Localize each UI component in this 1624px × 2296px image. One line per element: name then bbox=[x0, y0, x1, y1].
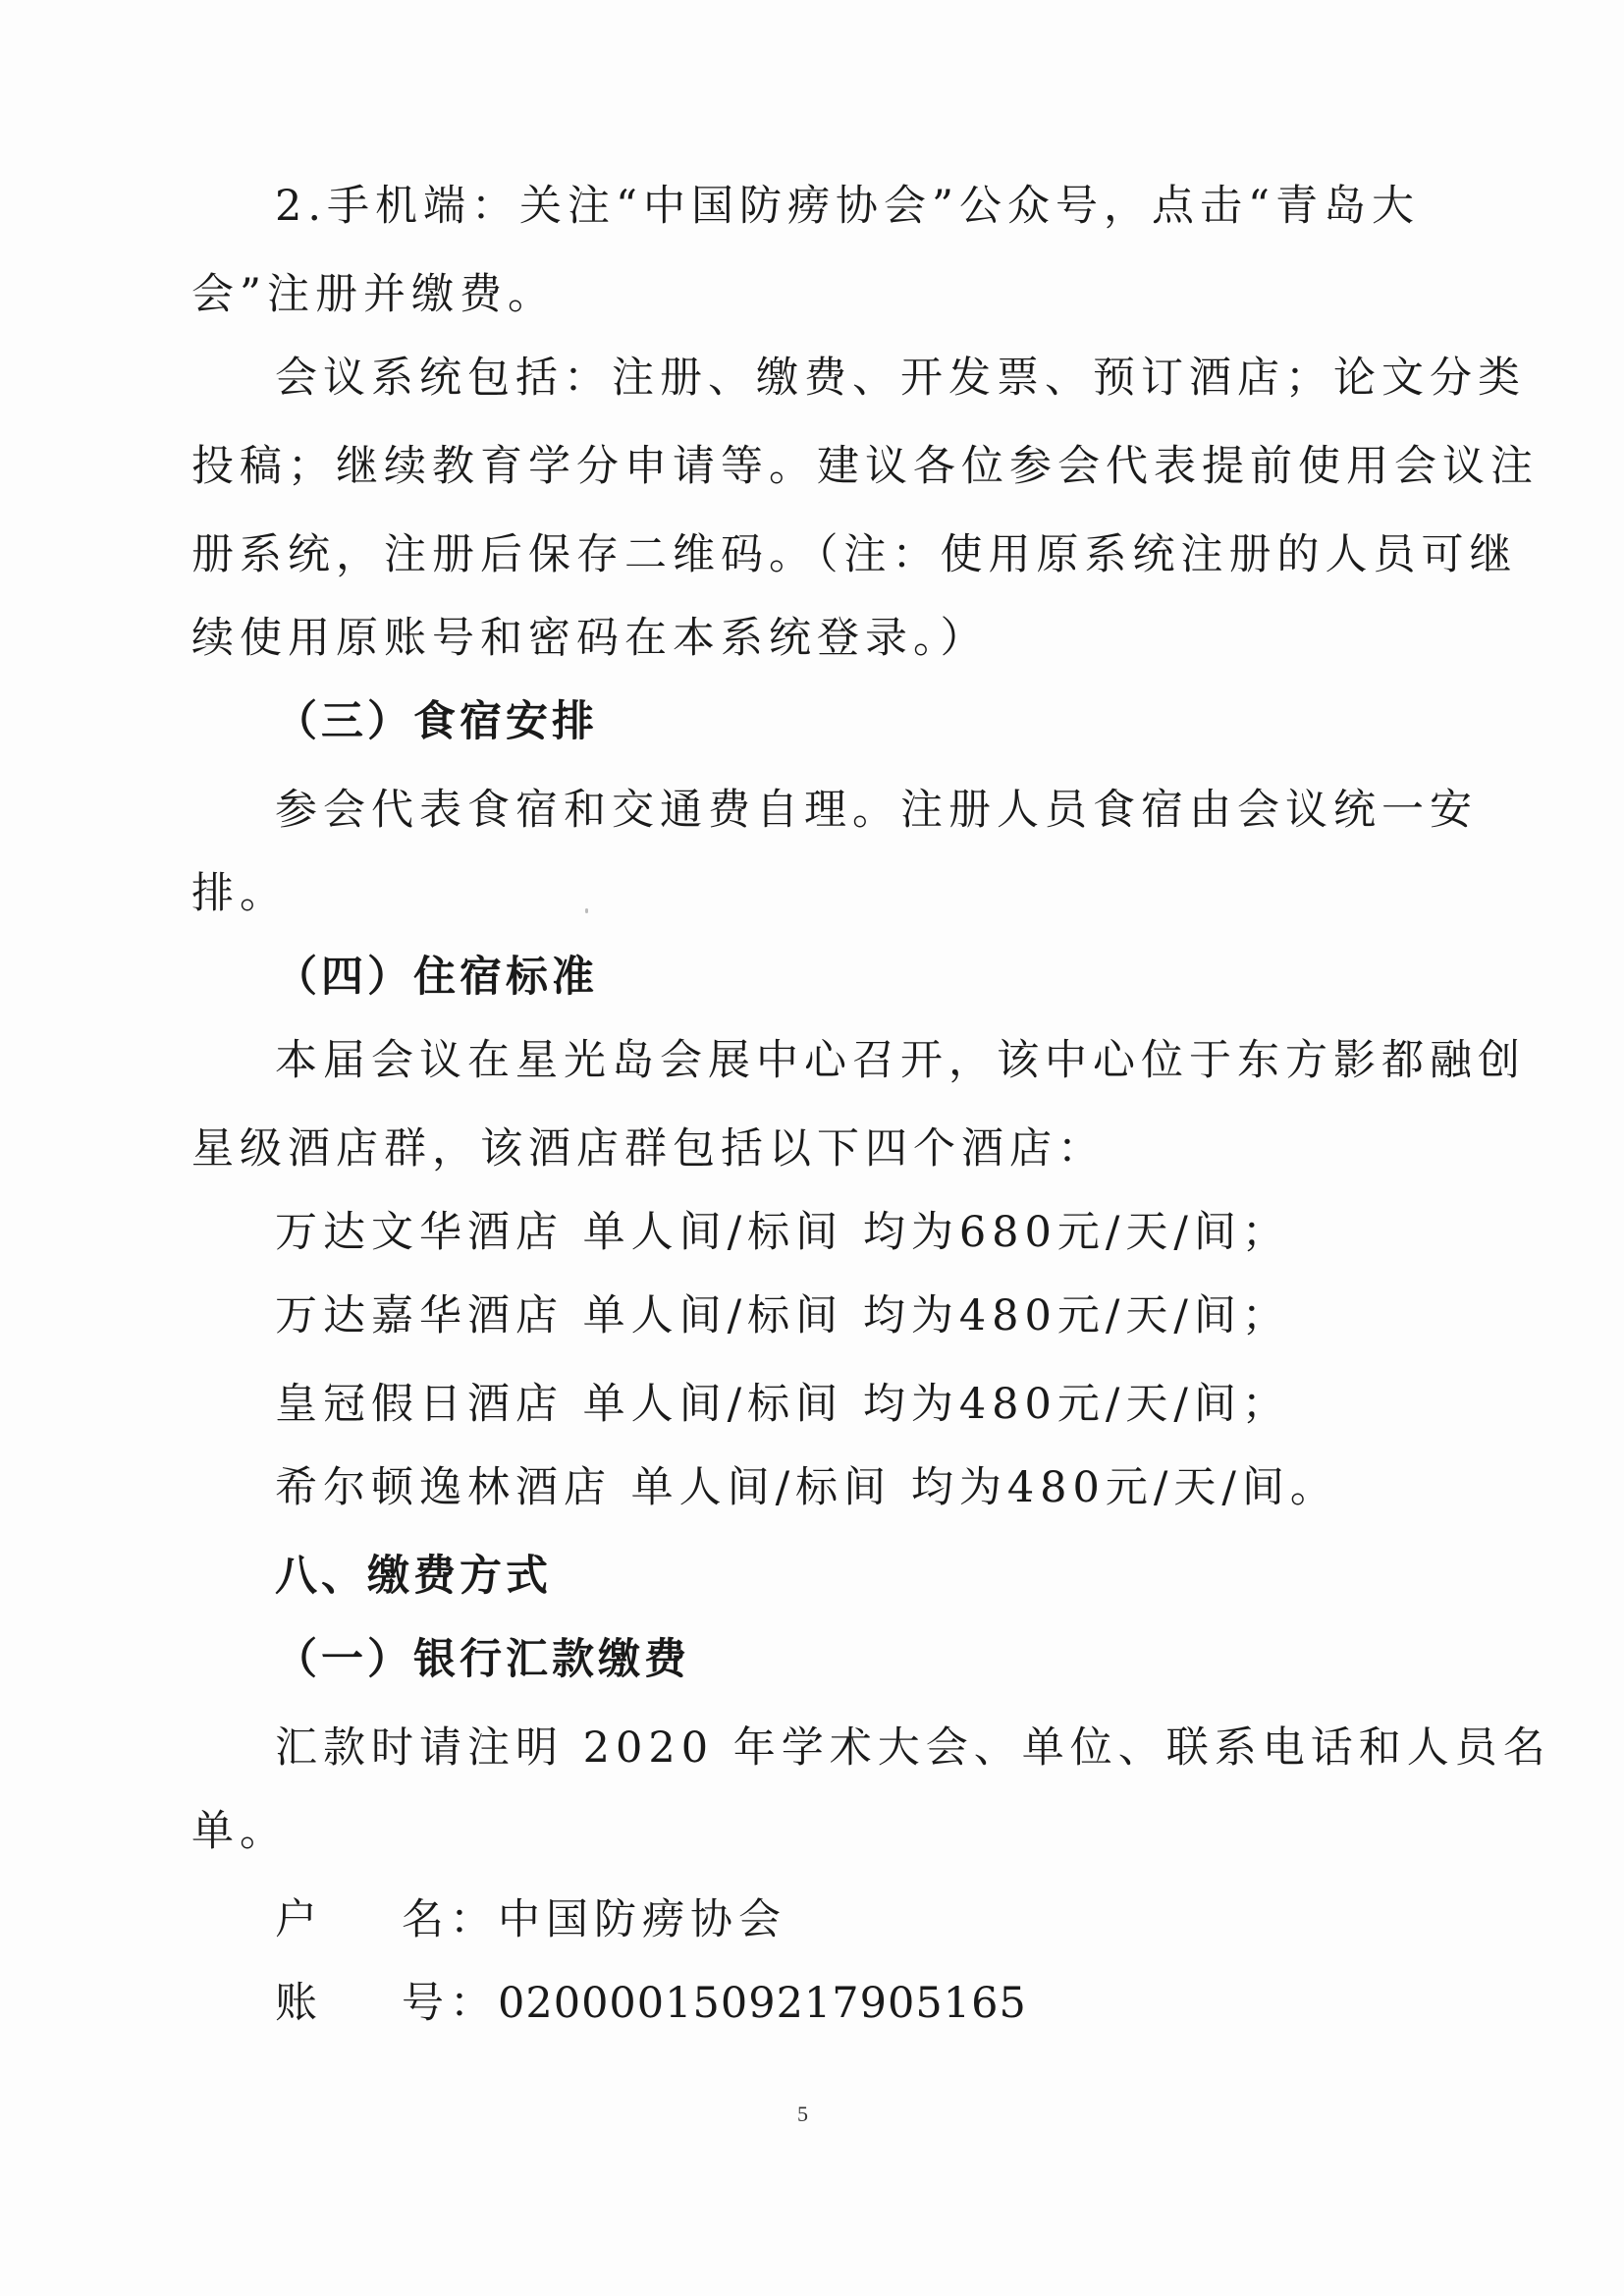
paragraph-system-line-4: 续使用原账号和密码在本系统登录。） bbox=[191, 614, 989, 663]
hotel-item-4: 希尔顿逸林酒店 单人间/标间 均为480元/天/间。 bbox=[275, 1463, 1338, 1512]
paragraph-venue-line-2: 星级酒店群，该酒店群包括以下四个酒店： bbox=[191, 1124, 1106, 1174]
account-name-label-1: 户 bbox=[275, 1895, 323, 1944]
account-name-label-2: 名： bbox=[402, 1895, 498, 1944]
hotel-item-2: 万达嘉华酒店 单人间/标间 均为480元/天/间； bbox=[275, 1291, 1290, 1340]
paragraph-food-line-2: 排。 bbox=[191, 869, 288, 918]
paragraph-system-line-2: 投稿；继续教育学分申请等。建议各位参会代表提前使用会议注 bbox=[191, 442, 1539, 491]
account-name-value: 中国防痨协会 bbox=[498, 1895, 786, 1944]
account-number-value: 0200001509217905165 bbox=[498, 1979, 1027, 2028]
paragraph-system-line-3: 册系统，注册后保存二维码。（注：使用原系统注册的人员可继 bbox=[191, 530, 1518, 579]
account-name-row bbox=[275, 1890, 786, 1949]
account-number-label-2: 号： bbox=[402, 1979, 498, 2028]
hotel-item-3: 皇冠假日酒店 单人间/标间 均为480元/天/间； bbox=[275, 1380, 1290, 1429]
paragraph-food-line-1: 参会代表食宿和交通费自理。注册人员食宿由会议统一安 bbox=[275, 786, 1478, 835]
hotel-item-1: 万达文华酒店 单人间/标间 均为680元/天/间； bbox=[275, 1208, 1290, 1257]
page-number: 5 bbox=[797, 2102, 808, 2126]
paragraph-system-line-1: 会议系统包括：注册、缴费、开发票、预订酒店；论文分类 bbox=[275, 354, 1526, 403]
paragraph-mobile-line-2: 会”注册并缴费。 bbox=[191, 270, 556, 319]
section-heading-4: （四）住宿标准 bbox=[275, 953, 598, 1002]
paragraph-mobile-line-1: 2.手机端：关注“中国防痨协会”公众号，点击“青岛大 bbox=[275, 182, 1420, 231]
section-heading-3: （三）食宿安排 bbox=[275, 697, 598, 746]
paragraph-remit-line-1: 汇款时请注明 2020 年学术大会、单位、联系电话和人员名 bbox=[275, 1723, 1551, 1773]
account-number-row bbox=[275, 1974, 1027, 2033]
paragraph-venue-line-1: 本届会议在星光岛会展中心召开，该中心位于东方影都融创 bbox=[275, 1036, 1526, 1085]
paragraph-remit-line-2: 单。 bbox=[191, 1807, 288, 1856]
section-heading-8-1: （一）银行汇款缴费 bbox=[275, 1635, 690, 1684]
account-number-label-1: 账 bbox=[275, 1979, 323, 2028]
section-heading-8: 八、缴费方式 bbox=[275, 1552, 552, 1601]
scan-speck bbox=[585, 908, 588, 913]
